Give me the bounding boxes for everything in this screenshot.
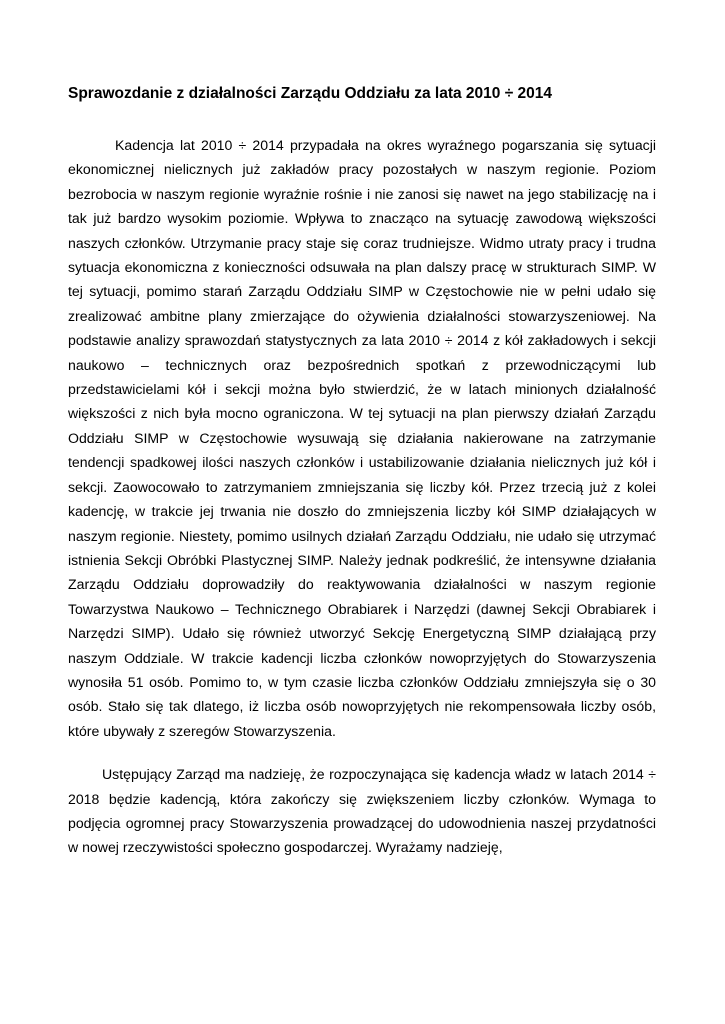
document-page	[68, 84, 656, 860]
body-paragraph-1: Kadencja lat 2010 ÷ 2014 przypadała na okres wyraźnego pogarszania się sytuacji ekonomicznej nielicznych już zakładów pracy pozostałych w naszym regionie. Poziom bezrobocia w naszym regionie wyraźnie rośnie i nie zanosi się nawet na jego stabilizację na i tak już bardzo wysokim poziomie. Wpływa to znacząco na sytuację zawodową większości naszych członków. Utrzymanie pracy staje się coraz trudniejsze. Widmo utraty pracy i trudna sytuacja ekonomiczna z konieczności odsuwała na plan dalszy pracę w strukturach SIMP. W tej sytuacji, pomimo starań Zarządu Oddziału SIMP w Częstochowie nie w pełni udało się zrealizować ambitne plany zmierzające do ożywienia działalności stowarzyszeniowej. Na podstawie analizy sprawozdań statystycznych za lata 2010 ÷ 2014 z kół zakładowych i sekcji naukowo – technicznych oraz bezpośrednich spotkań z przewodniczącymi lub przedstawicielami kół i sekcji można było stwierdzić, że w latach minionych działalność większości z nich była mocno ograniczona. W tej sytuacji na plan pierwszy działań Zarządu Oddziału SIMP w Częstochowie wysuwają się działania nakierowane na zatrzymanie tendencji spadkowej ilości naszych członków i ustabilizowanie działania nielicznych już kół i sekcji. Zaowocowało to zatrzymaniem zmniejszania się liczby kół. Przez trzecią już z kolei kadencję, w trakcie jej trwania nie doszło do zmniejszenia liczby kół SIMP działających w naszym regionie. Niestety, pomimo usilnych działań Zarządu Oddziału, nie udało się utrzymać istnienia Sekcji Obróbki Plastycznej SIMP. Należy jednak podkreślić, że intensywne działania Zarządu Oddziału doprowadziły do reaktywowania działalności w naszym regionie Towarzystwa Naukowo – Technicznego Obrabiarek i Narzędzi (dawnej Sekcji Obrabiarek i Narzędzi SIMP). Udało się również utworzyć Sekcję Energetyczną SIMP działającą przy naszym Oddziale. W trakcie kadencji liczba członków nowoprzyjętych do Stowarzyszenia wynosiła 51 osób. Pomimo to, w tym czasie liczba członków Oddziału zmniejszyła się o 30 osób. Stało się tak dlatego, iż liczba osób nowoprzyjętych nie rekompensowała liczby osób, które ubywały z szeregów Stowarzyszenia.	[68, 137, 656, 739]
body-paragraph-2: Ustępujący Zarząd ma nadzieję, że rozpoczynająca się kadencja władz w latach 2014 ÷ 2018 będzie kadencją, która zakończy się zwiększeniem liczby członków. Wymaga to podjęcia ogromnej pracy Stowarzyszenia prowadzącej do udowodnienia naszej przydatności w nowej rzeczywistości społeczno gospodarczej. Wyrażamy nadzieję,	[68, 766, 656, 856]
document-title: Sprawozdanie z działalności Zarządu Oddziału za lata 2010 ÷ 2014	[68, 85, 553, 102]
